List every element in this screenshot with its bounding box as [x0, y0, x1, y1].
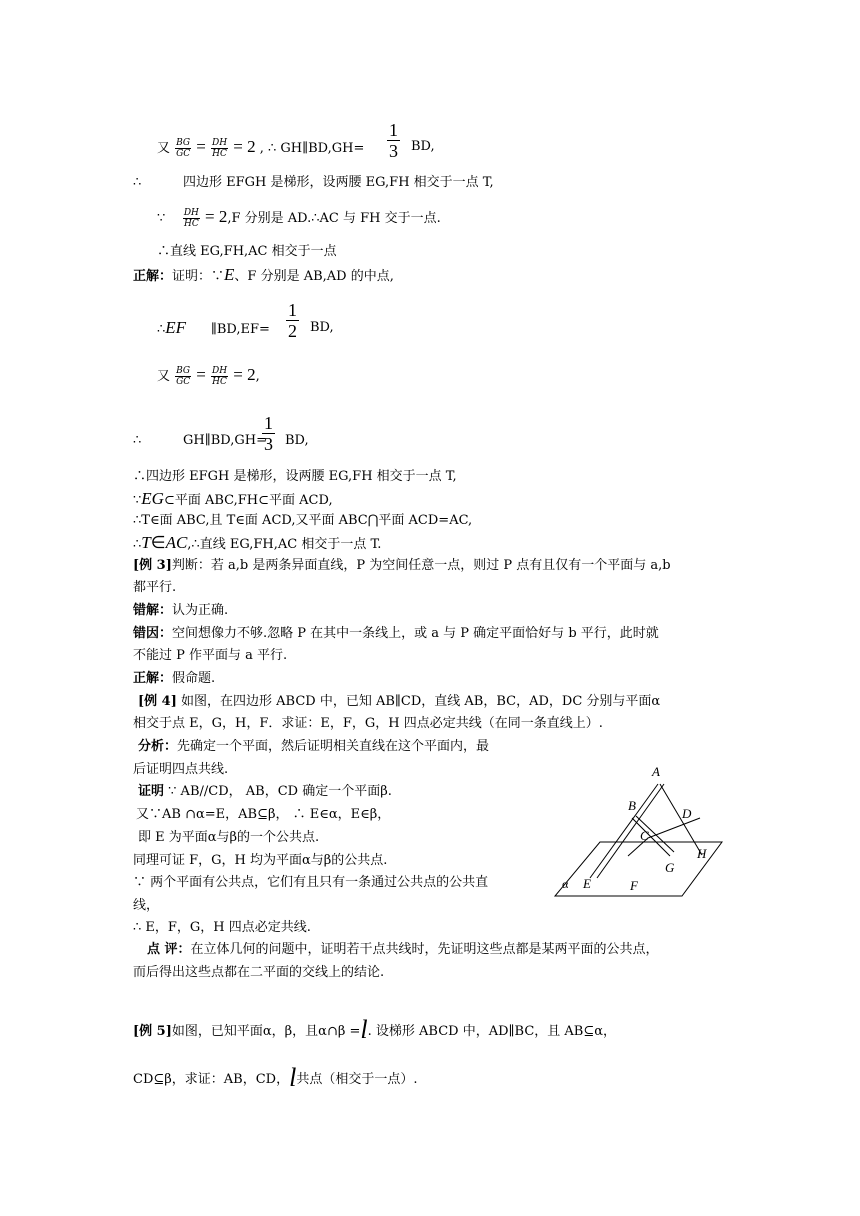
fraction-one-third-1: $\frac{1}{3}$ — [389, 120, 398, 161]
line-31: 而后得出这些点都在二平面的交线上的结论. — [133, 965, 385, 980]
line-7: 又 $\frac{BG}{GC}$ = $\frac{DH}{HC}$ = 2, — [157, 365, 260, 387]
label-c: C — [640, 828, 649, 843]
line-11: ∴T∈面 ABC,且 T∈面 ACD,又平面 ABC⋂平面 ACD=AC, — [133, 513, 473, 528]
line-4: ∴直线 EG,FH,AC 相交于一点 — [157, 244, 337, 259]
fraction-bg-gc: $\frac{BG}{GC}$ — [176, 138, 191, 159]
label-h: H — [697, 846, 707, 861]
line-26: 同理可证 F，G，H 均为平面α与β的公共点. — [133, 853, 388, 868]
example-3: [例 3]判断：若 a,b 是两条异面直线，P 为空间任意一点，则过 P 点有且仅有一个平面与 a,b — [133, 558, 671, 573]
line-8-tail: BD, — [285, 433, 309, 448]
line-22: 后证明四点共线. — [133, 762, 229, 777]
geometry-figure — [552, 760, 732, 900]
line-20: 相交于点 E，G，H，F．求证：E，F，G，H 四点必定共线（在同一条直线上）. — [133, 716, 603, 731]
line-17: 不能过 P 作平面与 a 平行. — [133, 648, 288, 663]
error-cause: 错因：空间想像力不够.忽略 P 在其中一条线上，或 a 与 P 确定平面恰好与 b 平行，此时就 — [133, 626, 659, 641]
label-d: D — [682, 806, 692, 821]
line-33: CD⊆β，求证：AB，CD，l共点（相交于一点）. — [133, 1063, 418, 1092]
example-4: [例 4] 如图，在四边形 ABCD 中，已知 AB∥CD，直线 AB，BC，AD，DC 分别与平面α — [138, 694, 661, 709]
fraction-one-half: $\frac{1}{2}$ — [288, 300, 297, 341]
therefore-symbol-2: ∴ — [133, 433, 142, 448]
line-5: 正解：证明：∵E、F 分别是 AB,AD 的中点, — [133, 265, 394, 284]
line-3: ∵ $\frac{DH}{HC}$ = 2,F 分别是 AD.∴AC 与 FH 交于一点. — [157, 207, 441, 229]
line-2: 四边形 EFGH 是梯形，设两腰 EG,FH 相交于一点 T, — [183, 175, 494, 190]
label-b: B — [628, 798, 636, 813]
correct-solution-2: 正解：假命题. — [133, 671, 216, 686]
line-10: ∵EG⊂平面 ABC,FH⊂平面 ACD, — [133, 489, 333, 508]
fraction-dh-hc: $\frac{DH}{HC}$ — [212, 138, 228, 159]
label-f: F — [630, 878, 638, 893]
line-8: GH∥BD,GH= — [183, 433, 267, 448]
line-14: 都平行. — [133, 580, 177, 595]
correct-solution-label: 正解： — [133, 269, 173, 284]
line-29: ∴ E，F，G，H 四点必定共线. — [133, 920, 311, 935]
line-25: 即 E 为平面α与β的一个公共点. — [138, 830, 320, 845]
example-5: [例 5]如图，已知平面α，β，且α∩β =l. 设梯形 ABCD 中，AD∥BC，且 AB⊆α， — [133, 1015, 617, 1044]
line-cd — [648, 818, 700, 838]
line-27: ∵ 两个平面有公共点，它们有且只有一条通过公共点的公共直 — [133, 875, 489, 890]
fraction-one-third-2: $\frac{1}{3}$ — [264, 413, 273, 454]
wrong-solution: 错解：认为正确. — [133, 603, 229, 618]
analysis: 分析：先确定一个平面，然后证明相关直线在这个平面内，最 — [138, 739, 490, 754]
line-24: 又∵AB ∩α=E，AB⊆β， ∴ E∈α，E∈β， — [136, 807, 391, 822]
line-9: ∴四边形 EFGH 是梯形，设两腰 EG,FH 相交于一点 T, — [133, 469, 457, 484]
fraction-dh-hc-2: $\frac{DH}{HC}$ — [183, 208, 199, 229]
label-e: E — [583, 876, 591, 891]
therefore-symbol: ∴ — [133, 175, 142, 190]
line-6: ∴EF ∥BD,EF= — [157, 318, 270, 337]
comment: 点 评：在立体几何的问题中，证明若干点共线时，先证明这些点都是某两平面的公共点， — [147, 942, 659, 957]
line-28: 线， — [133, 898, 160, 913]
line-1: 又 $\frac{BG}{GC}$ = $\frac{DH}{HC}$ = 2 , ∴ GH∥BD,GH= — [157, 137, 365, 159]
proof: 证明 ∵ AB//CD， AB，CD 确定一个平面β. — [138, 784, 392, 799]
line-12: ∴T∈AC,∴直线 EG,FH,AC 相交于一点 T. — [133, 533, 382, 552]
label-g: G — [665, 860, 675, 875]
line-1-tail: BD, — [411, 139, 435, 154]
line-6-tail: BD, — [310, 320, 334, 335]
label-alpha: α — [562, 877, 569, 891]
label-a: A — [652, 764, 660, 779]
